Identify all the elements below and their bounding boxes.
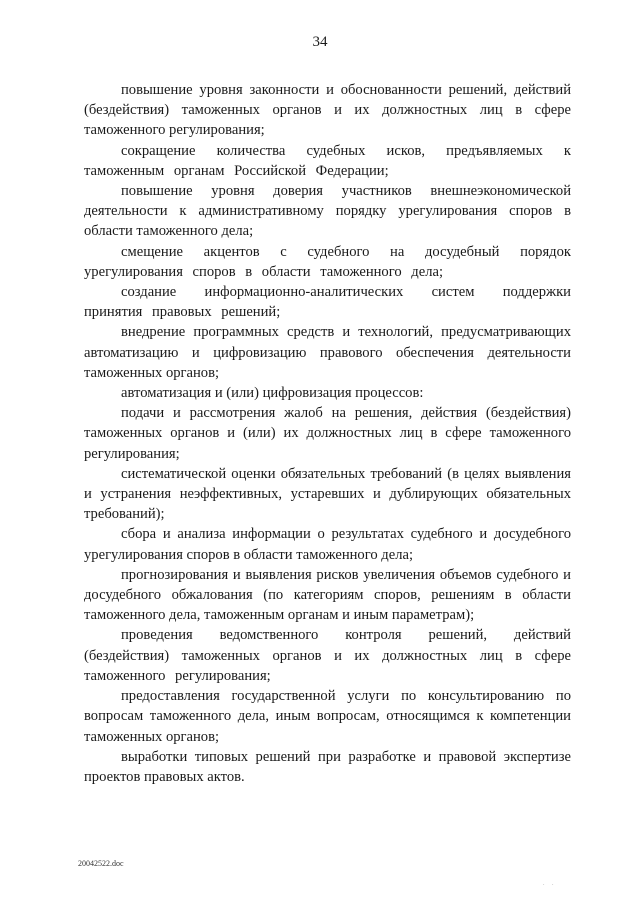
paragraph: сбора и анализа информации о результатах судебного и досудебного урегулирования споров в области таможенного дела; — [84, 526, 571, 563]
paragraph: повышение уровня доверия участников внешнеэкономической деятельности к административному порядку урегулирования споров в области таможенного дела; — [84, 183, 571, 240]
paragraph: предоставления государственной услуги по консультированию по вопросам таможенного дела, иным вопросам, относящимся к компетенции таможенных органов; — [84, 688, 571, 745]
paragraph: подачи и рассмотрения жалоб на решения, действия (бездействия) таможенных органов и (или) их должностных лиц в сфере таможенного регулирования; — [84, 405, 571, 462]
paragraph: смещение акцентов с судебного на досудебный порядок урегулирования споров в области таможенного дела; — [84, 243, 571, 280]
paragraph: сокращение количества судебных исков, предъявляемых к таможенным органам Российской Федерации; — [84, 142, 571, 179]
paragraph: повышение уровня законности и обоснованности решений, действий (бездействия) таможенных органов и их должностных лиц в сфере таможенного регулирования; — [84, 82, 571, 139]
paragraph: создание информационно-аналитических систем поддержки принятия правовых решений; — [84, 284, 571, 321]
paragraph: систематической оценки обязательных требований (в целях выявления и устранения неэффективных, устаревших и дублирующих обязательных требований); — [84, 465, 571, 523]
paragraph: внедрение программных средств и технологий, предусматривающих автоматизацию и цифровизацию правового обеспечения деятельности таможенных органов; — [84, 324, 571, 381]
paragraph: прогнозирования и выявления рисков увеличения объемов судебного и досудебного обжалования (по категориям споров, решениям в области таможенного дела, таможенным органам и иным параметрам); — [84, 566, 571, 624]
footer-filename: 20042522.doc — [78, 859, 124, 868]
page-number: 34 — [312, 34, 328, 50]
document-body — [84, 80, 571, 787]
paragraph: проведения ведомственного контроля решений, действий (бездействия) таможенных органов и их должностных лиц в сфере таможенного регулирования; — [84, 627, 571, 684]
paragraph: выработки типовых решений при разработке и правовой экспертизе проектов правовых актов. — [84, 748, 571, 785]
paragraph: автоматизация и (или) цифровизация процессов: — [121, 385, 424, 402]
scan-marks: . . — [543, 881, 557, 887]
